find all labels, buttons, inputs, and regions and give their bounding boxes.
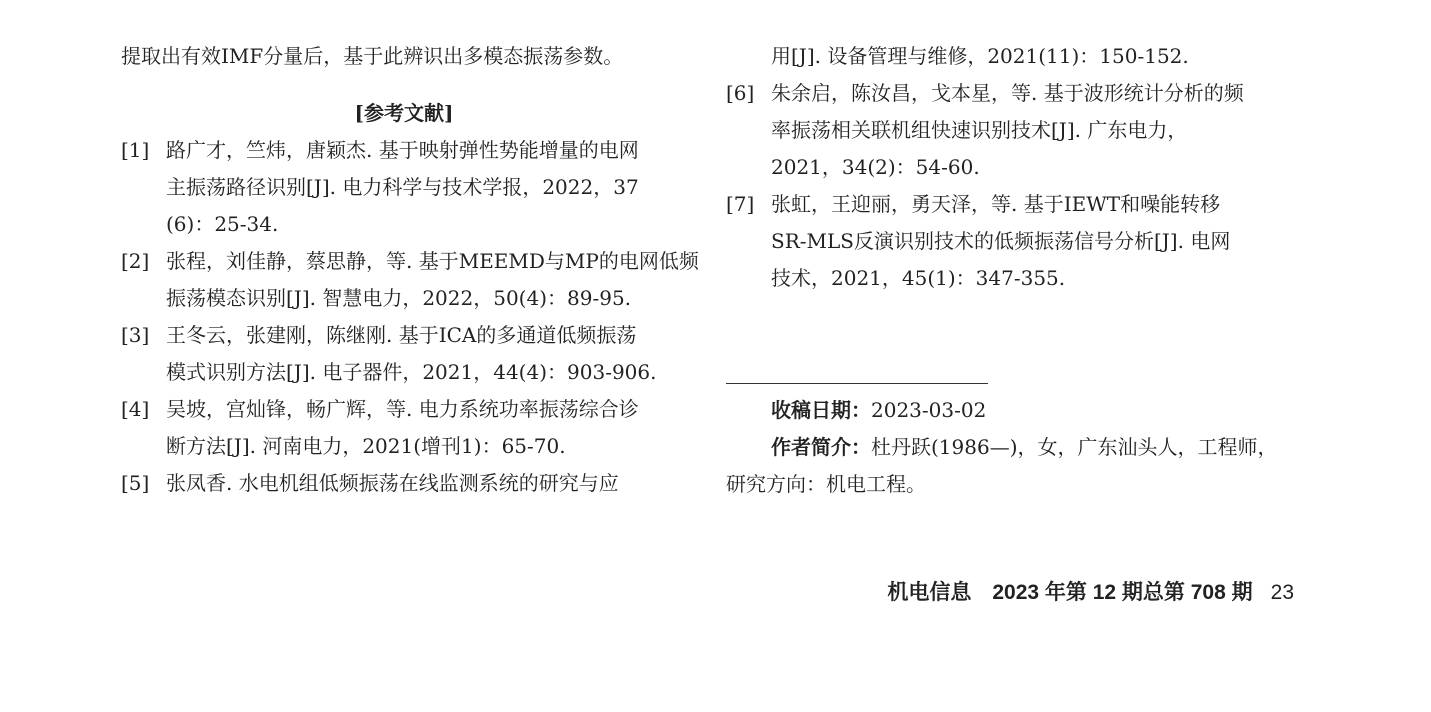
page-footer: [887, 576, 1294, 606]
reference-text: SR-MLS反演识别技术的低频振荡信号分析[J]. 电网: [771, 229, 1231, 253]
reference-text: 张程，刘佳静，蔡思静，等. 基于MEEMD与MP的电网低频: [166, 249, 699, 273]
intro-line: 提取出有效IMF分量后，基于此辨识出多模态振荡参数。: [121, 44, 624, 68]
author-value: 杜丹跃(1986—)，女，广东汕头人，工程师，: [871, 435, 1278, 459]
reference-item: [121, 391, 687, 465]
author-label: 作者简介：: [771, 435, 871, 459]
references-heading: [参考文献]: [354, 101, 454, 125]
reference-text: 2021，34(2)：54-60.: [771, 155, 980, 179]
left-column: [121, 38, 699, 502]
reference-text: 率振荡相关联机组快速识别技术[J]. 广东电力，: [771, 118, 1188, 142]
reference-number: [6]: [726, 81, 755, 105]
reference-text: 路广才，竺炜，唐颖杰. 基于映射弹性势能增量的电网: [166, 138, 639, 162]
journal-issue: 机电信息 2023 年第 12 期总第 708 期: [887, 581, 1253, 604]
reference-item: [121, 317, 687, 391]
reference-continuation: 用[J]. 设备管理与维修，2021(11)：150-152.: [771, 44, 1189, 68]
author-bio-continuation: 研究方向：机电工程。: [726, 472, 926, 496]
reference-text: 王冬云，张建刚，陈继刚. 基于ICA的多通道低频振荡: [166, 323, 637, 347]
reference-text: 技术，2021，45(1)：347-355.: [771, 266, 1066, 290]
reference-item: [121, 465, 687, 502]
right-column: [726, 38, 1292, 503]
reference-number: [3]: [121, 323, 150, 347]
reference-text: 断方法[J]. 河南电力，2021(增刊1)：65-70.: [166, 434, 566, 458]
received-date: [726, 392, 1292, 429]
reference-number: [5]: [121, 471, 150, 495]
article-metadata: [726, 392, 1292, 503]
page-number: 23: [1270, 581, 1294, 604]
reference-item: [121, 243, 699, 317]
reference-item: [726, 75, 1292, 186]
reference-text: 主振荡路径识别[J]. 电力科学与技术学报，2022，37: [166, 175, 639, 199]
received-value: 2023-03-02: [871, 398, 987, 422]
reference-number: [4]: [121, 397, 150, 421]
author-bio: [726, 429, 1292, 466]
reference-text: 吴坡，宫灿锋，畅广辉，等. 电力系统功率振荡综合诊: [166, 397, 639, 421]
reference-text: (6)：25-34.: [166, 212, 279, 236]
reference-item: [121, 132, 687, 243]
received-label: 收稿日期：: [771, 398, 871, 422]
reference-number: [1]: [121, 138, 150, 162]
reference-number: [7]: [726, 192, 755, 216]
footnote-divider: [726, 383, 988, 384]
reference-number: [2]: [121, 249, 150, 273]
reference-text: 张凤香. 水电机组低频振荡在线监测系统的研究与应: [166, 471, 619, 495]
reference-text: 朱余启，陈汝昌，戈本星，等. 基于波形统计分析的频: [771, 81, 1244, 105]
reference-text: 模式识别方法[J]. 电子器件，2021，44(4)：903-906.: [166, 360, 657, 384]
reference-text: 振荡模态识别[J]. 智慧电力，2022，50(4)：89-95.: [166, 286, 632, 310]
reference-item: [726, 186, 1292, 297]
reference-text: 张虹，王迎丽，勇天泽，等. 基于IEWT和噪能转移: [771, 192, 1221, 216]
